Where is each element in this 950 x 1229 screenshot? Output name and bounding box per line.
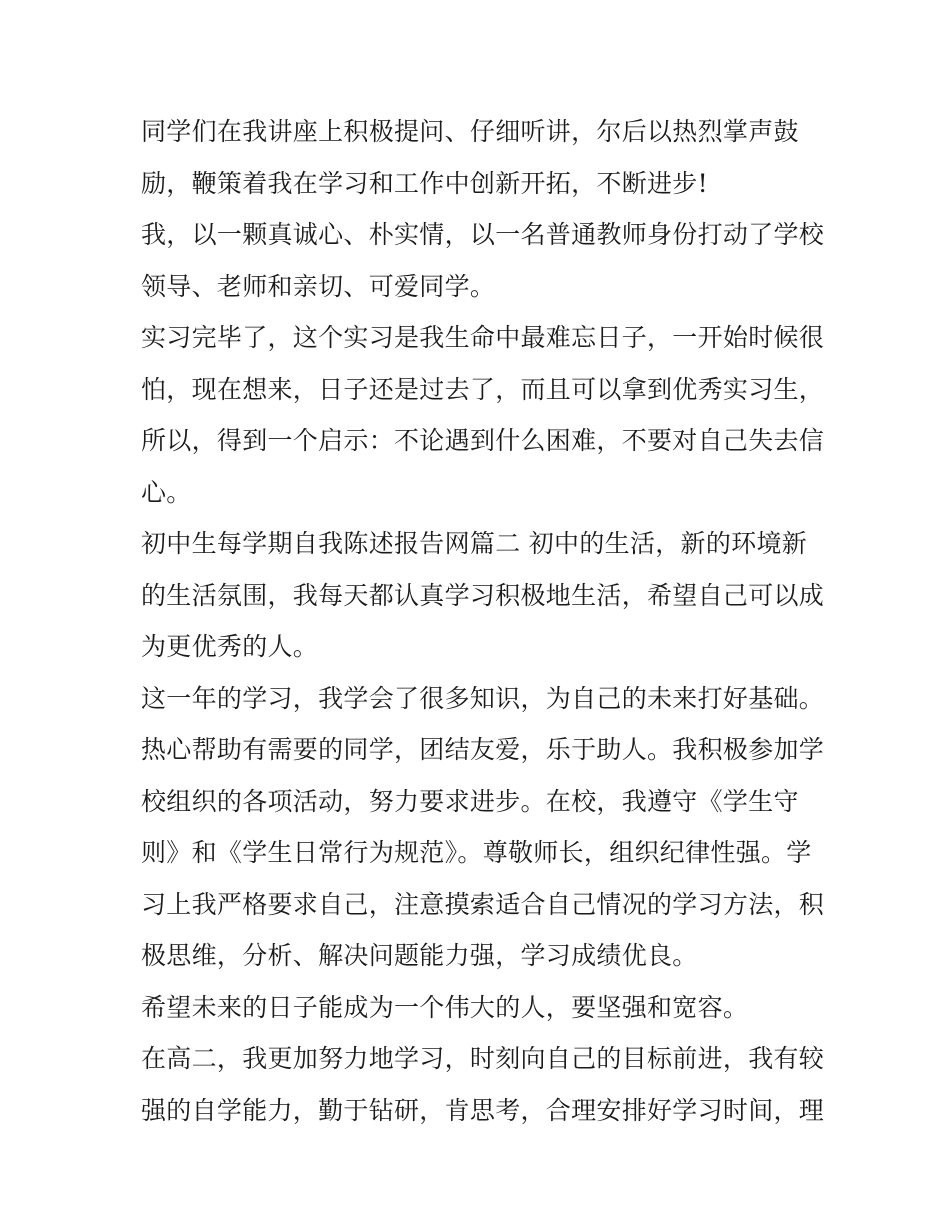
text-line: 领导、老师和亲切、可爱同学。 (141, 271, 496, 301)
text-line: 强的自学能力，勤于钻研，肯思考，合理安排好学习时间，理 (141, 1095, 825, 1125)
text-line: 心。 (141, 477, 192, 507)
text-line: 希望未来的日子能成为一个伟大的人，要坚强和宽容。 (141, 992, 749, 1022)
text-line: 初中生每学期自我陈述报告网篇二 初中的生活，新的环境新 (141, 529, 808, 558)
text-line: 励，鞭策着我在学习和工作中创新开拓，不断进步! (141, 168, 708, 198)
text-line: 则》和《学生日常行为规范》。尊敬师长，组织纪律性强。学 (141, 838, 812, 867)
text-line: 校组织的各项活动，努力要求进步。在校，我遵守《学生守 (141, 786, 799, 816)
text-line: 我，以一颗真诚心、朴实情，以一名普通教师身份打动了学校 (141, 220, 825, 249)
text-line: 怕，现在想来，日子还是过去了，而且可以拿到优秀实习生， (141, 374, 825, 404)
text-line: 习上我严格要求自己，注意摸索适合自己情况的学习方法，积 (141, 889, 825, 919)
text-line: 同学们在我讲座上积极提问、仔细听讲，尔后以热烈掌声鼓 (141, 117, 799, 146)
text-line: 所以，得到一个启示：不论遇到什么困难，不要对自己失去信 (141, 426, 825, 455)
text-line: 热心帮助有需要的同学，团结友爱，乐于助人。我积极参加学 (141, 735, 825, 764)
text-line: 的生活氛围，我每天都认真学习积极地生活，希望自己可以成 (141, 580, 825, 610)
text-line: 极思维，分析、解决问题能力强，学习成绩优良。 (141, 941, 698, 970)
text-line: 实习完毕了，这个实习是我生命中最难忘日子，一开始时候很 (141, 323, 825, 352)
text-line: 在高二，我更加努力地学习，时刻向自己的目标前进，我有较 (141, 1044, 825, 1073)
document-body (141, 106, 825, 1136)
text-line: 为更优秀的人。 (141, 632, 319, 661)
text-line: 这一年的学习，我学会了很多知识，为自己的未来打好基础。 (141, 683, 825, 713)
